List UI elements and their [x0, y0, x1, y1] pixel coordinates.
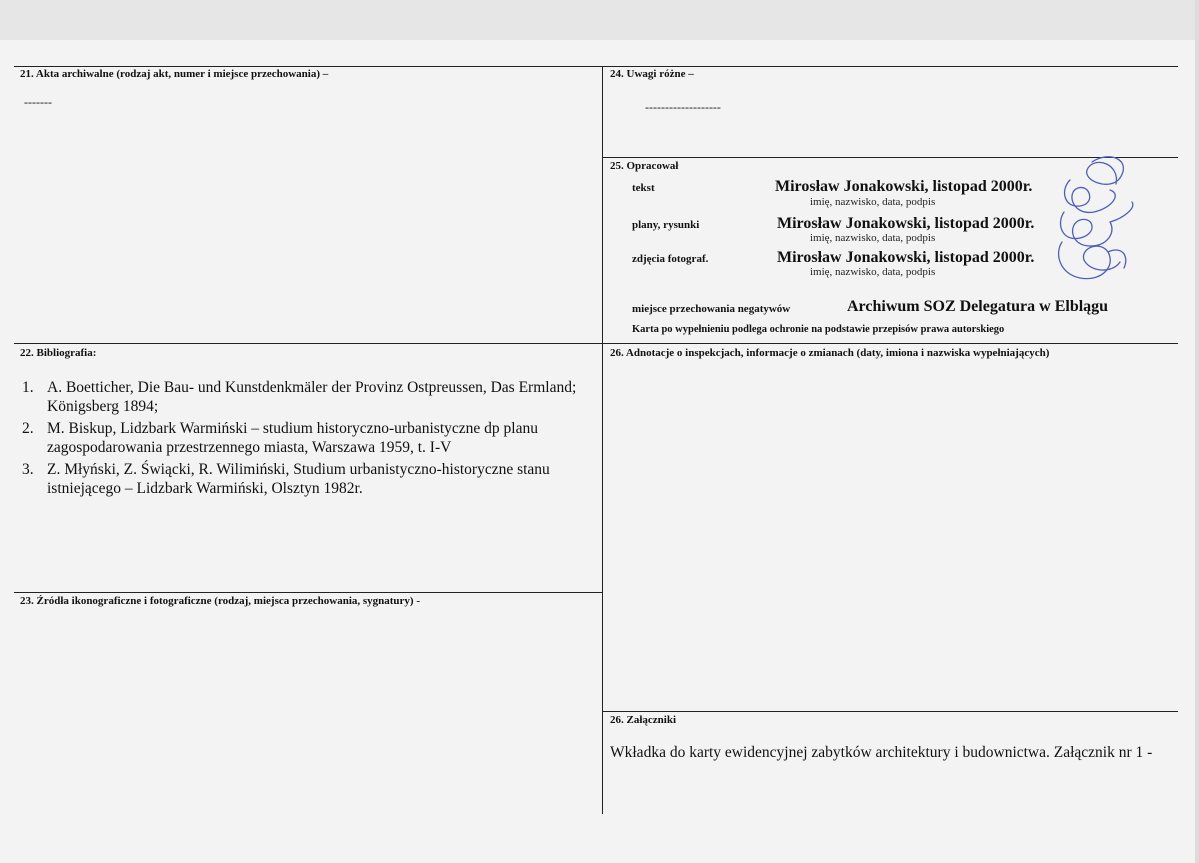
row-text-label: tekst	[632, 182, 655, 194]
negatives-label: miejsce przechowania negatywów	[632, 303, 791, 315]
bibliography-item-number: 1.	[22, 379, 34, 396]
scan-right-edge	[1195, 0, 1199, 863]
rule-above-22-26	[14, 343, 1178, 344]
section-21-title: 21. Akta archiwalne (rodzaj akt, numer i miejsce przechowania) –	[20, 68, 329, 80]
row-plans-value: Mirosław Jonakowski, listopad 2000r.	[777, 215, 1035, 232]
bibliography-item	[22, 378, 612, 416]
bibliography-item-text: M. Biskup, Lidzbark Warmiński – studium historyczno-urbanistyczne dp planu zagospodarowania przestrzennego miasta, Warszawa 1959, t. I-V	[47, 420, 538, 456]
row-photos-label: zdjęcia fotograf.	[632, 253, 709, 265]
section-23-title: 23. Źródła ikonograficzne i fotograficzne (rodzaj, miejsca przechowania, sygnatury) -	[20, 595, 421, 607]
row-text-caption: imię, nazwisko, data, podpis	[810, 196, 936, 208]
bibliography-list	[22, 378, 612, 498]
scan-top-band	[0, 0, 1199, 40]
bibliography-item-text: Z. Młyński, Z. Świącki, R. Wilimiński, Studium urbanistyczno-historyczne stanu istniejącego – Lidzbark Warmiński, Olsztyn 1982r.	[47, 461, 550, 497]
bibliography-item-text: A. Boetticher, Die Bau- und Kunstdenkmäler der Provinz Ostpreussen, Das Ermland; Königsberg 1894;	[47, 379, 577, 415]
row-plans-caption: imię, nazwisko, data, podpis	[810, 232, 936, 244]
handwritten-signature	[1050, 150, 1140, 290]
bibliography-item	[22, 460, 612, 498]
bibliography-item-number: 3.	[22, 461, 34, 478]
attachments-text: Wkładka do karty ewidencyjnej zabytków architektury i budownictwa. Załącznik nr 1 -	[610, 744, 1153, 761]
rule-above-attachments	[602, 711, 1178, 712]
row-plans-label: plany, rysunki	[632, 219, 700, 231]
row-photos-caption: imię, nazwisko, data, podpis	[810, 266, 936, 278]
section-26-annotations-title: 26. Adnotacje o inspekcjach, informacje o zmianach (daty, imiona i nazwiska wypełniających)	[610, 347, 1050, 359]
section-24-value: -------------------	[645, 100, 721, 114]
copyright-note: Karta po wypełnieniu podlega ochronie na podstawie przepisów prawa autorskiego	[632, 324, 1005, 335]
section-21-value: -------	[24, 95, 52, 109]
top-rule	[14, 66, 1178, 67]
negatives-value: Archiwum SOZ Delegatura w Elblągu	[847, 298, 1109, 315]
bibliography-item	[22, 419, 612, 457]
bibliography-item-number: 2.	[22, 420, 34, 437]
section-25-title: 25. Opracował	[610, 160, 679, 172]
section-26-attachments-title: 26. Załączniki	[610, 714, 677, 726]
rule-above-23	[14, 592, 602, 593]
section-22-title: 22. Bibliografia:	[20, 347, 97, 359]
section-24-title: 24. Uwagi różne –	[610, 68, 694, 80]
row-text-value: Mirosław Jonakowski, listopad 2000r.	[775, 178, 1033, 195]
row-photos-value: Mirosław Jonakowski, listopad 2000r.	[777, 249, 1035, 266]
